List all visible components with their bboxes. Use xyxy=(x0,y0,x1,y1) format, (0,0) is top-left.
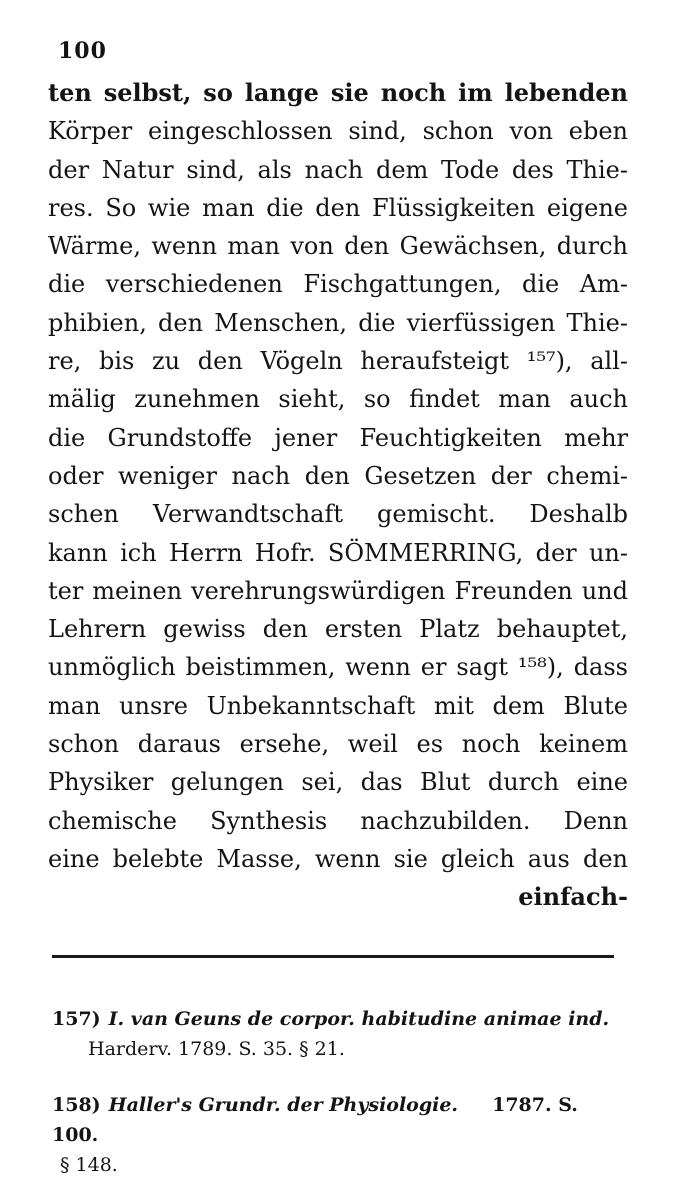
text-line: re, bis zu den Vögeln heraufsteigt ¹⁵⁷), all- xyxy=(48,347,628,376)
text-line: schon daraus ersehe, weil es noch keinem xyxy=(48,730,628,759)
footnote-detail: 1787. S. 100. xyxy=(52,1094,578,1146)
catchword: einfach- xyxy=(518,882,628,912)
footnote-reference: Haller's Grundr. der Physiologie. xyxy=(108,1094,459,1116)
text-line: unmöglich beistimmen, wenn er sagt ¹⁵⁸), dass xyxy=(48,653,628,682)
footnote-continuation: § 148. xyxy=(60,1154,118,1176)
text-line: Physiker gelungen sei, das Blut durch eine xyxy=(48,768,628,797)
footnote-mark: 158) xyxy=(52,1094,101,1116)
footnote-158 xyxy=(52,1090,612,1180)
footnote-divider xyxy=(52,955,614,958)
footnote-157 xyxy=(52,1004,612,1064)
body-text xyxy=(48,74,628,917)
text-line: oder weniger nach den Gesetzen der chemi- xyxy=(48,461,628,490)
footnote-mark: 157) xyxy=(52,1008,101,1030)
text-line: res. So wie man die den Flüssigkeiten eigene xyxy=(48,193,628,222)
footnotes xyxy=(52,1004,612,1180)
text-line: die Grundstoffe jener Feuchtigkeiten mehr xyxy=(48,423,628,452)
footnote-reference: I. van Geuns de corpor. habitudine animae ind. xyxy=(108,1008,610,1030)
page-number: 100 xyxy=(58,38,107,64)
text-line: kann ich Herrn Hofr. SÖMMERRING, der un- xyxy=(48,538,628,567)
catchword-line xyxy=(48,878,628,916)
footnote-continuation: Harderv. 1789. S. 35. § 21. xyxy=(88,1038,345,1060)
text-line: die verschiedenen Fischgattungen, die Am- xyxy=(48,270,628,299)
text-line: der Natur sind, als nach dem Tode des Thie- xyxy=(48,155,628,184)
text-line: ter meinen verehrungswürdigen Freunden und xyxy=(48,576,628,605)
text-line: chemische Synthesis nachzubilden. Denn xyxy=(48,806,628,835)
text-line: mälig zunehmen sieht, so findet man auch xyxy=(48,385,628,414)
text-line: eine belebte Masse, wenn sie gleich aus den xyxy=(48,844,628,873)
text-line: Lehrern gewiss den ersten Platz behauptet, xyxy=(48,615,628,644)
text-line: Körper eingeschlossen sind, schon von eben xyxy=(48,117,628,146)
text-line: Wärme, wenn man von den Gewächsen, durch xyxy=(48,232,628,261)
text-line: schen Verwandtschaft gemischt. Deshalb xyxy=(48,500,628,529)
text-line: ten selbst, so lange sie noch im lebenden xyxy=(48,78,628,107)
text-line: phibien, den Menschen, die vierfüssigen Thie- xyxy=(48,308,628,337)
text-line: man unsre Unbekanntschaft mit dem Blute xyxy=(48,691,628,720)
